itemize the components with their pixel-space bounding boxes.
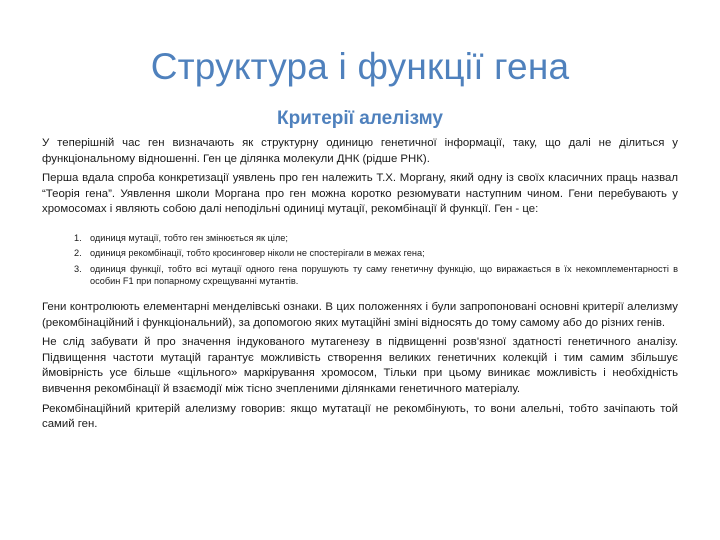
list-item <box>42 263 678 288</box>
paragraph: Перша вдала спроба конкретизації уявлень про ген належить Т.Х. Моргану, який одну із своїх класичних праць назвал “Теорія гена”. Уявлення школи Моргана про ген можна коротко резюмувати наступним чином. Гени перебувають у хромосомах і являють собою далі неподільні одиниці мутації, рекомбінації й функції. Ген - це: <box>42 172 678 216</box>
list-item-number: 1. <box>74 232 82 243</box>
numbered-list <box>42 232 678 288</box>
list-item-number: 2. <box>74 248 82 259</box>
paragraph: У теперішній час ген визначають як структурну одиницю генетичної інформації, таку, що далі не ділиться у функціональному відношенні. Ген це ділянка молекули ДНК (рідше РНК). <box>42 137 678 165</box>
paragraph: Рекомбінаційний критерій алелизму говорив: якщо мутатації не рекомбінують, то вони алельні, тобто зачіпають той самий ген. <box>42 402 678 431</box>
list-item-text: одиниця мутації, тобто ген змінюється як ціле; <box>90 232 288 243</box>
slide-content <box>42 136 678 437</box>
list-item-number: 3. <box>74 263 82 274</box>
slide-subtitle: Критерії алелізму <box>277 108 443 129</box>
list-item <box>42 247 678 260</box>
list-item-text: одиниця рекомбінації, тобто кросинговер ніколи не спостерігали в межах гена; <box>90 248 425 259</box>
slide-title: Структура і функції гена <box>150 46 570 87</box>
paragraph: Не слід забувати й про значення індукованого мутагенезу в підвищенні розв'язної здатності генетичного аналізу. Підвищення частоти мутацій гарантує можливість створення великих генетичних колекцій і тим самим збільшує ймовірність усе більше «щільного» маркірування хромосом, Тільки при цьому виникає можливість і необхідність вивчення рекомбінації й взаємодії між тісно зчепленими ділянками генетичного матеріалу. <box>42 336 678 395</box>
list-item-text: одиниця функції, тобто всі мутації одного гена порушують ту саму генетичну функцію, що виражається в їх некомплементарності в особин F1 при попарному схрещуванні мутантів. <box>90 263 678 287</box>
list-item <box>42 232 678 245</box>
paragraph: Гени контролюють елементарні менделівські ознаки. В цих положеннях і були запропоновані основні критерії алелизму (рекомбінаційний і функціональний), за допомогою яких мутаційні зміні відносять до тому самому або до різних генів. <box>42 300 678 329</box>
